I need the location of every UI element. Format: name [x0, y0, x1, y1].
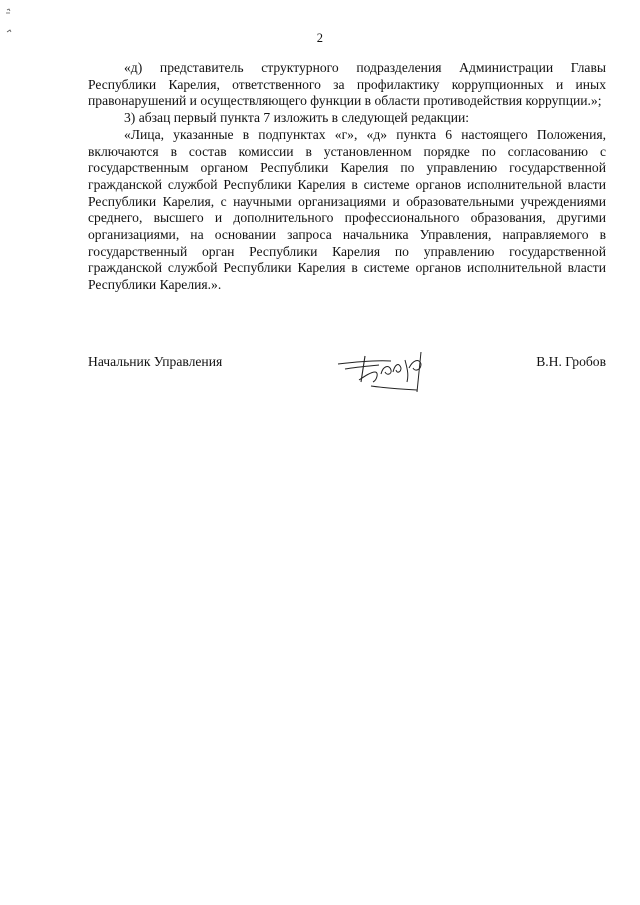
signatory-title: Начальник Управления — [88, 354, 223, 369]
paragraph-item-d: «д) представитель структурного подразделения Администрации Главы Республики Карелия, ответственного за профилактику коррупционных и иных правонарушений и осуществляющего функции в области противодействия коррупции.»; — [88, 60, 606, 109]
document-body — [88, 60, 606, 294]
handwritten-signature — [335, 342, 435, 398]
signature-block — [88, 342, 606, 402]
paragraph-new-wording: «Лица, указанные в подпунктах «г», «д» пункта 6 настоящего Положения, включаются в состав комиссии в установленном порядке по согласованию с государственным органом Республики Карелия по управлению государственной гражданской службой Республики Карелия в системе органов исполнительной власти Республики Карелия, с научными организациями и образовательными учреждениями среднего, высшего и дополнительного профессионального образования, другими организациями, на основании запроса начальника Управления, направляемого в государственный орган Республики Карелия по управлению государственной гражданской службой Республики Карелия в системе органов исполнительной власти Республики Карелия.». — [88, 126, 606, 293]
page-number: 2 — [316, 31, 324, 45]
signatory-name: В.Н. Гробов — [536, 354, 606, 369]
paragraph-amendment-3: 3) абзац первый пункта 7 изложить в следующей редакции: — [124, 110, 470, 126]
